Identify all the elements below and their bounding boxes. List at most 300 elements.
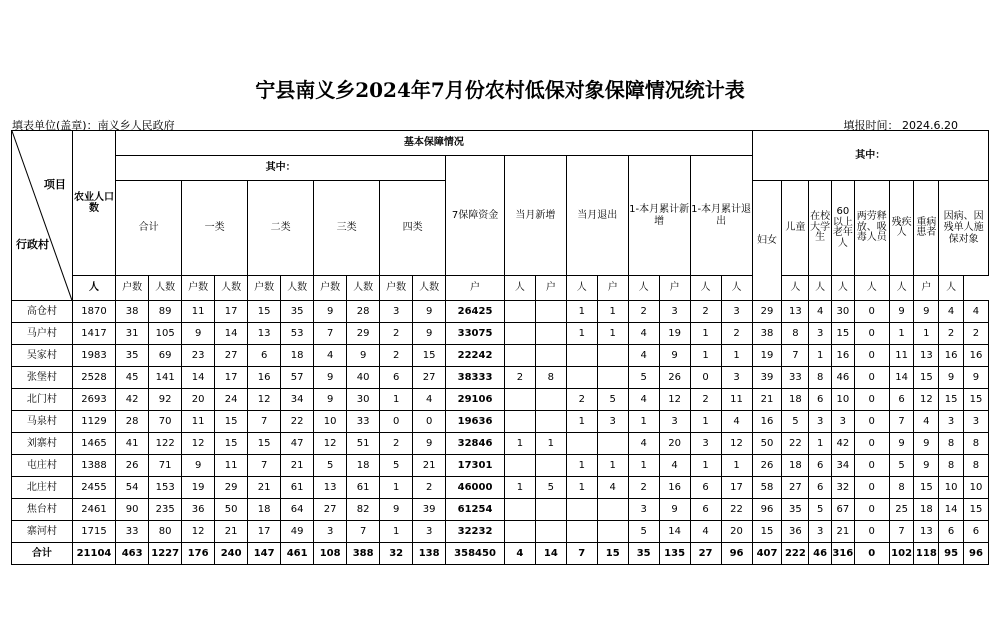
- table-cell: 33: [347, 411, 380, 433]
- ill-disabled-header: 因病、因残单人施保对象: [939, 181, 989, 276]
- table-cell: 4: [628, 345, 659, 367]
- village-name: 马泉村: [12, 411, 73, 433]
- table-cell: 1: [566, 411, 597, 433]
- table-cell: 6: [939, 521, 964, 543]
- table-cell: 12: [721, 433, 752, 455]
- unit-ren: 人: [690, 276, 721, 301]
- table-cell: 12: [248, 389, 281, 411]
- table-cell: 69: [149, 345, 182, 367]
- village-name: 刘寨村: [12, 433, 73, 455]
- table-cell: 8: [963, 433, 988, 455]
- table-cell: 8: [963, 455, 988, 477]
- unit-hu: 户: [446, 276, 505, 301]
- table-cell: 2: [380, 433, 413, 455]
- table-cell: 21: [752, 389, 782, 411]
- table-cell: 34: [281, 389, 314, 411]
- table-cell: 5: [597, 389, 628, 411]
- table-cell: 1: [566, 477, 597, 499]
- unit-hu: 户: [597, 276, 628, 301]
- table-cell: 51: [347, 433, 380, 455]
- table-cell: 40: [347, 367, 380, 389]
- table-cell: 9: [413, 301, 446, 323]
- table-cell: [504, 301, 535, 323]
- table-cell: [504, 455, 535, 477]
- table-cell: 17301: [446, 455, 505, 477]
- table-cell: 1: [690, 411, 721, 433]
- village-name: 北门村: [12, 389, 73, 411]
- table-cell: 141: [149, 367, 182, 389]
- table-cell: 235: [149, 499, 182, 521]
- table-row: [12, 323, 989, 345]
- table-cell: 1: [914, 323, 939, 345]
- table-cell: 9: [914, 433, 939, 455]
- table-cell: 14: [182, 367, 215, 389]
- table-cell: 24: [215, 389, 248, 411]
- table-cell: 38: [752, 323, 782, 345]
- table-cell: 12: [659, 389, 690, 411]
- new-month-header: 当月新增: [504, 156, 566, 276]
- table-cell: 29: [215, 477, 248, 499]
- table-cell: 3: [939, 411, 964, 433]
- table-cell: 53: [281, 323, 314, 345]
- table-cell: 3: [809, 323, 832, 345]
- table-row: [12, 477, 989, 499]
- funds-header: 7保障资金: [446, 156, 505, 276]
- table-cell: 147: [248, 543, 281, 565]
- table-cell: 9: [914, 301, 939, 323]
- table-cell: 0: [854, 455, 889, 477]
- agri-population-header: 农业人口数: [72, 131, 115, 276]
- table-cell: 33075: [446, 323, 505, 345]
- table-cell: 96: [963, 543, 988, 565]
- table-cell: 1983: [72, 345, 115, 367]
- table-cell: 35: [628, 543, 659, 565]
- table-cell: 1227: [149, 543, 182, 565]
- table-cell: 3: [831, 411, 854, 433]
- unit-hu: 户: [914, 276, 939, 301]
- unit-ren: 人: [831, 276, 854, 301]
- table-cell: 9: [182, 323, 215, 345]
- table-cell: 5: [889, 455, 914, 477]
- table-cell: 8: [809, 367, 832, 389]
- table-cell: 67: [831, 499, 854, 521]
- table-cell: 3: [628, 499, 659, 521]
- table-cell: 45: [116, 367, 149, 389]
- table-cell: 0: [854, 301, 889, 323]
- table-cell: [535, 411, 566, 433]
- table-cell: 2: [413, 477, 446, 499]
- table-cell: 20: [721, 521, 752, 543]
- table-cell: 61: [281, 477, 314, 499]
- table-cell: 1: [504, 433, 535, 455]
- table-cell: 2: [380, 323, 413, 345]
- table-cell: 0: [854, 521, 889, 543]
- table-cell: 9: [889, 433, 914, 455]
- table-cell: 18: [914, 499, 939, 521]
- table-cell: 9: [939, 367, 964, 389]
- table-cell: 38: [116, 301, 149, 323]
- table-cell: 4: [963, 301, 988, 323]
- table-cell: 18: [782, 389, 809, 411]
- table-cell: 18: [782, 455, 809, 477]
- table-cell: 26: [116, 455, 149, 477]
- table-cell: [566, 521, 597, 543]
- table-cell: 6: [809, 477, 832, 499]
- table-cell: 4: [690, 521, 721, 543]
- table-cell: 240: [215, 543, 248, 565]
- table-cell: 12: [914, 389, 939, 411]
- table-cell: 22: [721, 499, 752, 521]
- table-cell: 22242: [446, 345, 505, 367]
- table-cell: [535, 389, 566, 411]
- table-cell: 1: [721, 345, 752, 367]
- table-cell: [535, 499, 566, 521]
- table-cell: 9: [914, 455, 939, 477]
- table-cell: 4: [628, 389, 659, 411]
- table-body: [12, 301, 989, 565]
- table-cell: 27: [314, 499, 347, 521]
- table-cell: 32232: [446, 521, 505, 543]
- table-cell: 8: [939, 433, 964, 455]
- table-cell: 8: [939, 455, 964, 477]
- table-cell: 9: [314, 367, 347, 389]
- table-cell: [535, 345, 566, 367]
- exit-month-header: 当月退出: [566, 156, 628, 276]
- table-cell: 1: [380, 521, 413, 543]
- table-cell: [535, 521, 566, 543]
- table-cell: 30: [347, 389, 380, 411]
- table-cell: 9: [889, 301, 914, 323]
- table-cell: 2455: [72, 477, 115, 499]
- table-cell: 17: [215, 367, 248, 389]
- village-name: 马户村: [12, 323, 73, 345]
- table-cell: 6: [889, 389, 914, 411]
- table-cell: 47: [281, 433, 314, 455]
- unit-renshu: 人数: [413, 276, 446, 301]
- table-cell: 95: [939, 543, 964, 565]
- table-cell: 4: [628, 323, 659, 345]
- table-cell: 0: [854, 499, 889, 521]
- table-cell: 21: [215, 521, 248, 543]
- table-cell: 4: [721, 411, 752, 433]
- village-name: 屯庄村: [12, 455, 73, 477]
- table-cell: 0: [854, 543, 889, 565]
- total-header: 合计: [116, 181, 182, 276]
- table-cell: 3: [721, 301, 752, 323]
- released-header: 两劳释放、吸毒人员: [854, 181, 889, 276]
- elderly-header: 60以上老年人: [831, 181, 854, 276]
- table-cell: 13: [314, 477, 347, 499]
- table-cell: 15: [248, 301, 281, 323]
- table-cell: 4: [413, 389, 446, 411]
- table-row: [12, 345, 989, 367]
- table-cell: 34: [831, 455, 854, 477]
- table-cell: 26: [659, 367, 690, 389]
- table-cell: 0: [380, 411, 413, 433]
- table-cell: 0: [854, 411, 889, 433]
- table-cell: 15: [914, 477, 939, 499]
- table-cell: 4: [914, 411, 939, 433]
- unit-ren: 人: [939, 276, 964, 301]
- table-cell: 3: [413, 521, 446, 543]
- table-cell: 27: [690, 543, 721, 565]
- table-cell: 31: [116, 323, 149, 345]
- table-row: [12, 499, 989, 521]
- table-cell: 18: [281, 345, 314, 367]
- table-cell: 2: [628, 477, 659, 499]
- table-cell: 4: [314, 345, 347, 367]
- village-name: 合计: [12, 543, 73, 565]
- table-cell: 17: [215, 301, 248, 323]
- basic-guarantee-header: 基本保障情况: [116, 131, 752, 156]
- table-cell: 42: [116, 389, 149, 411]
- table-cell: 19: [752, 345, 782, 367]
- table-cell: 32: [831, 477, 854, 499]
- table-cell: 18: [248, 499, 281, 521]
- table-cell: 16: [939, 345, 964, 367]
- table-cell: 1: [597, 455, 628, 477]
- table-cell: 135: [659, 543, 690, 565]
- table-cell: 3: [721, 367, 752, 389]
- table-cell: 27: [782, 477, 809, 499]
- table-cell: 6: [248, 345, 281, 367]
- statistics-table: [11, 130, 989, 565]
- table-cell: 11: [182, 301, 215, 323]
- table-cell: 11: [721, 389, 752, 411]
- table-cell: 1: [690, 345, 721, 367]
- table-cell: [566, 433, 597, 455]
- table-cell: 4: [597, 477, 628, 499]
- table-cell: 15: [939, 389, 964, 411]
- table-cell: [597, 499, 628, 521]
- table-cell: 21: [413, 455, 446, 477]
- table-cell: 1: [721, 455, 752, 477]
- table-cell: 89: [149, 301, 182, 323]
- table-cell: [504, 521, 535, 543]
- table-cell: 2693: [72, 389, 115, 411]
- table-cell: 21104: [72, 543, 115, 565]
- table-cell: 13: [782, 301, 809, 323]
- table-cell: 1: [889, 323, 914, 345]
- table-cell: 19636: [446, 411, 505, 433]
- table-cell: 15: [215, 433, 248, 455]
- table-cell: 5: [809, 499, 832, 521]
- table-cell: 3: [380, 301, 413, 323]
- table-cell: 15: [831, 323, 854, 345]
- table-cell: 96: [721, 543, 752, 565]
- table-cell: 11: [215, 455, 248, 477]
- table-cell: 3: [963, 411, 988, 433]
- unit-ren: 人: [854, 276, 889, 301]
- table-cell: 96: [752, 499, 782, 521]
- table-cell: 7: [347, 521, 380, 543]
- table-cell: 2: [939, 323, 964, 345]
- table-cell: 3: [314, 521, 347, 543]
- table-cell: 36: [782, 521, 809, 543]
- table-cell: 15: [963, 389, 988, 411]
- table-row: [12, 367, 989, 389]
- table-cell: 122: [149, 433, 182, 455]
- table-row: [12, 521, 989, 543]
- table-cell: 118: [914, 543, 939, 565]
- table-cell: 25: [889, 499, 914, 521]
- village-label: 行政村: [16, 238, 49, 251]
- table-cell: 26425: [446, 301, 505, 323]
- report-date: 填报时间： 2024.6.20: [843, 119, 958, 132]
- table-row: [12, 433, 989, 455]
- table-cell: 2: [380, 345, 413, 367]
- table-cell: 1: [597, 323, 628, 345]
- table-cell: 0: [854, 345, 889, 367]
- table-cell: 3: [597, 411, 628, 433]
- table-cell: 0: [854, 367, 889, 389]
- table-cell: 10: [963, 477, 988, 499]
- table-cell: 9: [347, 345, 380, 367]
- table-cell: 26: [752, 455, 782, 477]
- table-cell: 14: [889, 367, 914, 389]
- table-cell: [504, 411, 535, 433]
- table-cell: 49: [281, 521, 314, 543]
- table-cell: 9: [182, 455, 215, 477]
- table-cell: 2: [566, 389, 597, 411]
- women-header: 妇女: [752, 181, 782, 301]
- table-cell: 13: [248, 323, 281, 345]
- table-cell: 39: [413, 499, 446, 521]
- table-cell: 82: [347, 499, 380, 521]
- table-cell: 61254: [446, 499, 505, 521]
- table-cell: 6: [963, 521, 988, 543]
- table-cell: 6: [690, 477, 721, 499]
- table-cell: 388: [347, 543, 380, 565]
- total-row: [12, 543, 989, 565]
- table-cell: 1: [380, 389, 413, 411]
- table-cell: 15: [752, 521, 782, 543]
- unit-hushu: 户数: [182, 276, 215, 301]
- table-cell: 9: [413, 323, 446, 345]
- table-cell: 1417: [72, 323, 115, 345]
- table-cell: 46: [809, 543, 832, 565]
- table-cell: 10: [314, 411, 347, 433]
- table-cell: [504, 499, 535, 521]
- table-cell: 14: [535, 543, 566, 565]
- among-header-left: 其中：: [116, 156, 446, 181]
- table-cell: 2: [504, 367, 535, 389]
- table-cell: 1: [690, 323, 721, 345]
- table-cell: 50: [752, 433, 782, 455]
- table-cell: 7: [566, 543, 597, 565]
- table-cell: 153: [149, 477, 182, 499]
- table-cell: 50: [215, 499, 248, 521]
- table-cell: 17: [721, 477, 752, 499]
- table-cell: 9: [380, 499, 413, 521]
- table-cell: 2461: [72, 499, 115, 521]
- table-cell: 12: [314, 433, 347, 455]
- table-cell: 64: [281, 499, 314, 521]
- table-cell: 4: [659, 455, 690, 477]
- table-cell: 39: [752, 367, 782, 389]
- table-cell: 105: [149, 323, 182, 345]
- table-cell: 1: [809, 433, 832, 455]
- table-cell: 1388: [72, 455, 115, 477]
- student-header: 在校大学生: [809, 181, 832, 276]
- table-cell: 14: [939, 499, 964, 521]
- unit-renshu: 人数: [281, 276, 314, 301]
- cum-exit-header: 1-本月累计退出: [690, 156, 752, 276]
- table-cell: 1: [535, 433, 566, 455]
- table-cell: [504, 345, 535, 367]
- unit-hushu: 户数: [248, 276, 281, 301]
- disabled-header: 残疾人: [889, 181, 914, 276]
- table-cell: 14: [659, 521, 690, 543]
- table-cell: 9: [314, 301, 347, 323]
- table-cell: 13: [914, 345, 939, 367]
- table-cell: 4: [504, 543, 535, 565]
- table-cell: 54: [116, 477, 149, 499]
- table-cell: 1870: [72, 301, 115, 323]
- table-cell: 19: [182, 477, 215, 499]
- table-cell: 1: [628, 455, 659, 477]
- table-cell: 19: [659, 323, 690, 345]
- table-cell: 2: [690, 301, 721, 323]
- table-cell: 28: [116, 411, 149, 433]
- table-cell: 6: [809, 389, 832, 411]
- table-cell: 46: [831, 367, 854, 389]
- table-cell: 1465: [72, 433, 115, 455]
- table-cell: 7: [782, 345, 809, 367]
- table-cell: 21: [248, 477, 281, 499]
- unit-hushu: 户数: [314, 276, 347, 301]
- table-cell: 7: [314, 323, 347, 345]
- table-cell: 3: [690, 433, 721, 455]
- children-header: 儿童: [782, 181, 809, 276]
- table-cell: 1: [809, 345, 832, 367]
- table-cell: 15: [597, 543, 628, 565]
- table-cell: 15: [413, 345, 446, 367]
- table-cell: 14: [215, 323, 248, 345]
- table-cell: 11: [182, 411, 215, 433]
- table-cell: 8: [782, 323, 809, 345]
- table-cell: 90: [116, 499, 149, 521]
- table-cell: 138: [413, 543, 446, 565]
- table-cell: 0: [854, 433, 889, 455]
- table-cell: 21: [831, 521, 854, 543]
- table-cell: 7: [248, 411, 281, 433]
- table-cell: 8: [889, 477, 914, 499]
- table-cell: 407: [752, 543, 782, 565]
- table-cell: 27: [413, 367, 446, 389]
- village-name: 吴家村: [12, 345, 73, 367]
- table-cell: 22: [782, 433, 809, 455]
- table-cell: 10: [831, 389, 854, 411]
- village-name: 张堡村: [12, 367, 73, 389]
- unit-hushu: 户数: [116, 276, 149, 301]
- table-row: [12, 455, 989, 477]
- table-cell: 316: [831, 543, 854, 565]
- table-cell: 33: [782, 367, 809, 389]
- table-cell: 15: [215, 411, 248, 433]
- table-cell: [535, 455, 566, 477]
- table-cell: 33: [116, 521, 149, 543]
- table-cell: 36: [182, 499, 215, 521]
- table-cell: 29106: [446, 389, 505, 411]
- unit-ren: 人: [504, 276, 535, 301]
- table-cell: 1: [597, 301, 628, 323]
- table-cell: 1: [504, 477, 535, 499]
- table-cell: 41: [116, 433, 149, 455]
- unit-hu: 户: [535, 276, 566, 301]
- table-cell: 16: [752, 411, 782, 433]
- table-cell: 0: [413, 411, 446, 433]
